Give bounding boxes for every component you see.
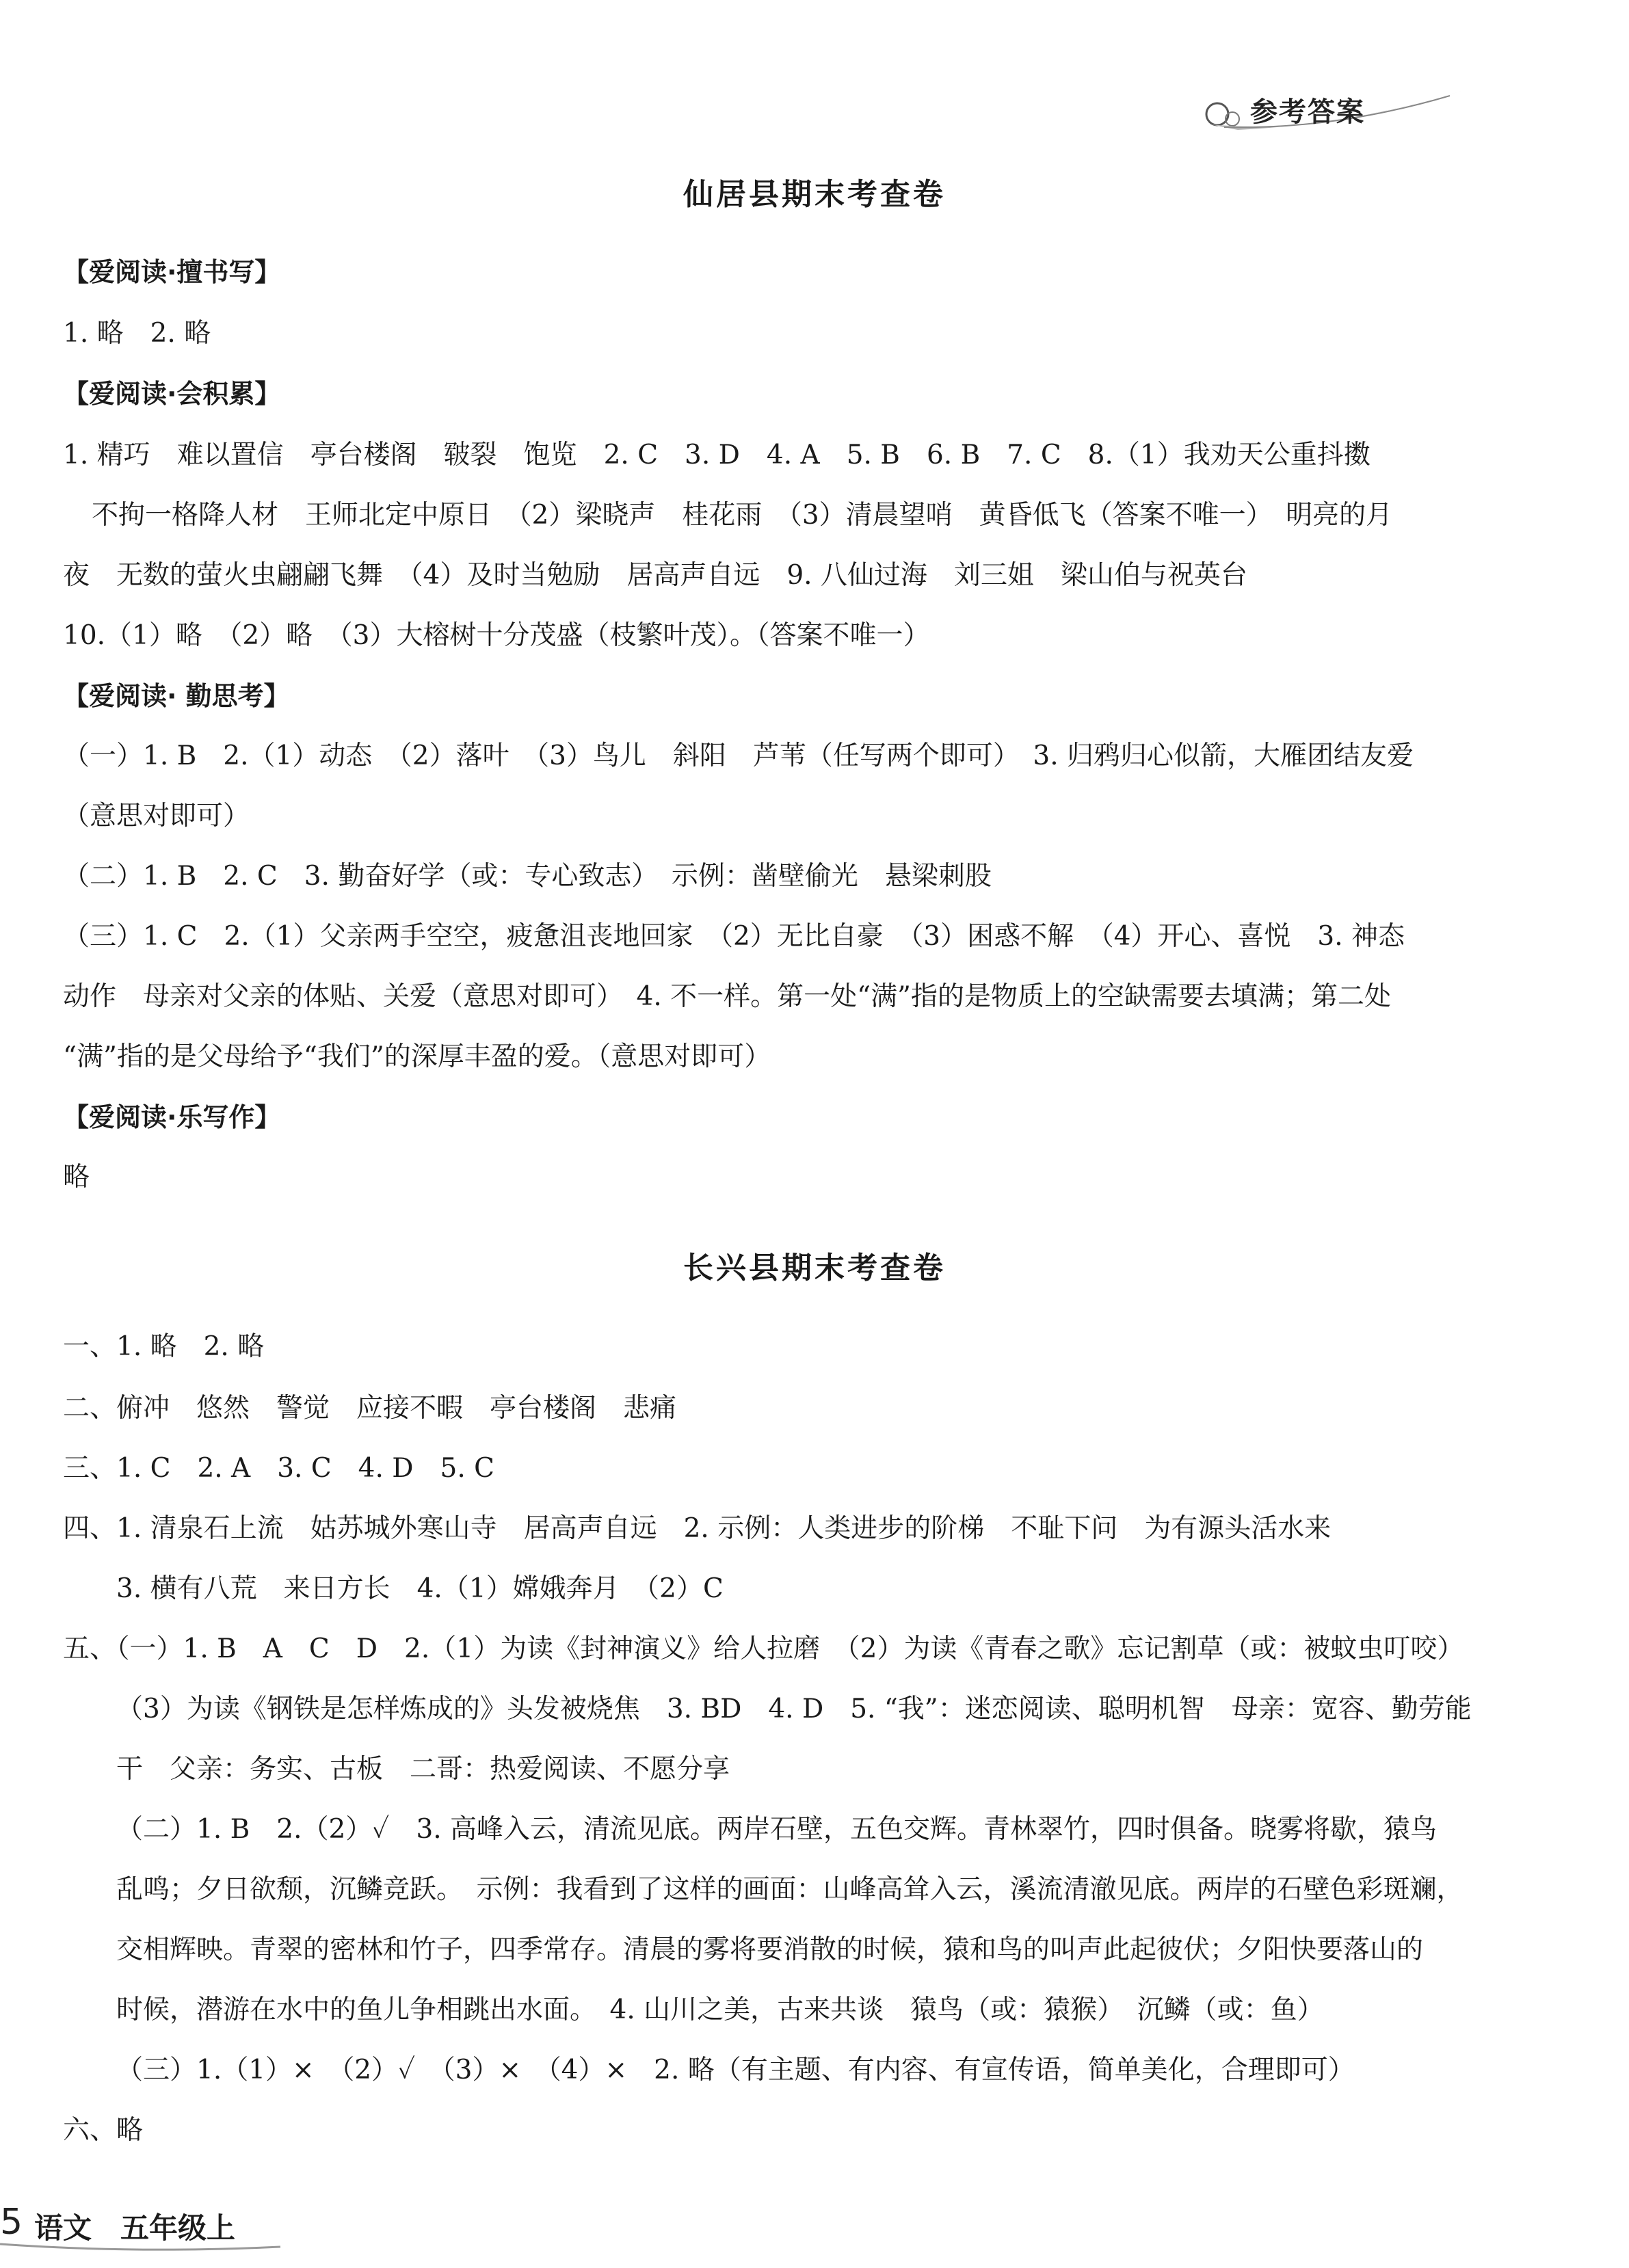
- answer-line: “满”指的是父母给予“我们”的深厚丰盈的爱。（意思对即可）: [63, 1041, 771, 1072]
- answer-line: （二）1. B 2.（2）✓ 3. 高峰入云，清流见底。两岸石壁，五色交辉。青林翠竹，四时俱备。晓雾将歇，猿鸟: [116, 1814, 1438, 1845]
- answer-line: 不拘一格降人材 王师北定中原日 （2）梁晓声 桂花雨 （3）清晨望哨 黄昏低飞（答案不唯一） 明亮的月: [92, 500, 1393, 531]
- answer-line: （二）1. B 2. C 3. 勤奋好学（或：专心致志） 示例：凿壁偷光 悬梁刺股: [63, 861, 992, 892]
- subsection-heading: 【爱阅读·乐写作】: [63, 1102, 281, 1132]
- answer-line: 三、1. C 2. A 3. C 4. D 5. C: [63, 1453, 494, 1484]
- book-title: 语文 五年级上: [34, 2211, 236, 2245]
- answer-line: 1. 略 2. 略: [63, 318, 211, 349]
- brand-label: 参考答案: [1250, 96, 1365, 128]
- answer-line: 1. 精巧 难以置信 亭台楼阁 皲裂 饱览 2. C 3. D 4. A 5. B 6. B 7. C 8.（1）我劝天公重抖擞: [63, 440, 1370, 470]
- answer-line: 四、1. 清泉石上流 姑苏城外寒山寺 居高声自远 2. 示例：人类进步的阶梯 不耻下问 为有源头活水来: [63, 1513, 1332, 1544]
- answer-line: 3. 横有八荒 来日方长 4.（1）嫦娥奔月 （2）C: [116, 1573, 724, 1604]
- answer-line: 一、1. 略 2. 略: [63, 1331, 265, 1362]
- answer-line: 略: [63, 1162, 90, 1192]
- subsection-heading: 【爱阅读·会积累】: [63, 379, 281, 409]
- answer-line: （意思对即可）: [63, 801, 250, 831]
- answer-line: 交相辉映。青翠的密林和竹子，四季常存。清晨的雾将要消散的时候，猿和鸟的叫声此起彼伏；夕阳快要落山的: [116, 1934, 1424, 1965]
- page-footer: [0, 2202, 410, 2256]
- section-title: 长兴县期末考查卷: [683, 1251, 946, 1285]
- answer-line: 五、（一）1. B A C D 2.（1）为读《封神演义》给人拉磨 （2）为读《青春之歌》忘记割草（或：被蚊虫叮咬）: [63, 1633, 1464, 1664]
- answer-line: 时候，潜游在水中的鱼儿争相跳出水面。 4. 山川之美，古来共谈 猿鸟（或：猿猴） 沉鳞（或：鱼）: [116, 1994, 1324, 2025]
- answer-line: 夜 无数的萤火虫翩翩飞舞 （4）及时当勉励 居高声自远 9. 八仙过海 刘三姐 梁山伯与祝英台: [63, 560, 1247, 591]
- answer-line: 10.（1）略 （2）略 （3）大榕树十分茂盛（枝繁叶茂）。（答案不唯一）: [63, 620, 930, 651]
- answer-line: 动作 母亲对父亲的体贴、关爱（意思对即可） 4. 不一样。第一处“满”指的是物质上的空缺需要去填满；第二处: [63, 981, 1391, 1012]
- header-brand: [1197, 77, 1470, 138]
- answer-line: （3）为读《钢铁是怎样炼成的》头发被烧焦 3. BD 4. D 5. “我”：迷恋阅读、聪明机智 母亲：宽容、勤劳能: [116, 1694, 1472, 1724]
- page-number: 5: [0, 2202, 23, 2243]
- answer-line: （三）1.（1）× （2）✓ （3）× （4）× 2. 略（有主题、有内容、有宣传语，简单美化，合理即可）: [116, 2055, 1355, 2085]
- section-title: 仙居县期末考查卷: [683, 177, 946, 212]
- answer-line: 二、俯冲 悠然 警觉 应接不暇 亭台楼阁 悲痛: [63, 1393, 677, 1424]
- answer-line: （三）1. C 2.（1）父亲两手空空，疲惫沮丧地回家 （2）无比自豪 （3）困惑不解 （4）开心、喜悦 3. 神态: [63, 921, 1405, 952]
- answer-line: 干 父亲：务实、古板 二哥：热爱阅读、不愿分享: [116, 1754, 730, 1785]
- footer-swoosh-icon: [0, 2241, 287, 2255]
- answer-line: 六、略: [63, 2115, 144, 2146]
- answer-line: 乱鸣；夕日欲颓，沉鳞竞跃。 示例：我看到了这样的画面：山峰高耸入云，溪流清澈见底。两岸的石壁色彩斑斓，: [116, 1874, 1464, 1905]
- subsection-heading: 【爱阅读·擅书写】: [63, 257, 281, 287]
- answer-line: （一）1. B 2.（1）动态 （2）落叶 （3）鸟儿 斜阳 芦苇（任写两个即可） 3. 归鸦归心似箭，大雁团结友爱: [63, 741, 1414, 771]
- subsection-heading: 【爱阅读· 勤思考】: [63, 681, 290, 711]
